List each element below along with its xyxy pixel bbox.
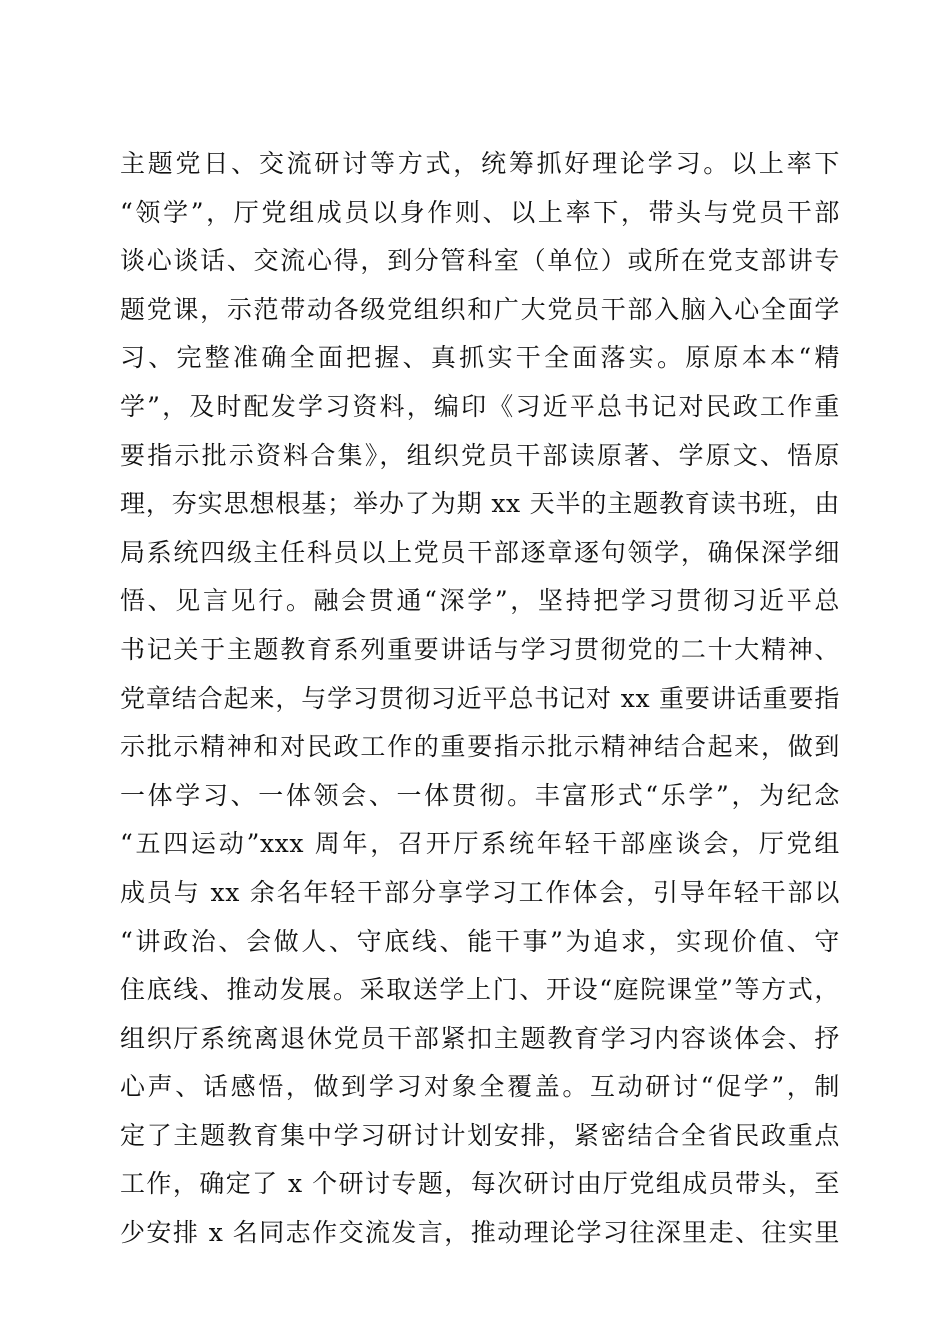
- text-line: 心声、话感悟，做到学习对象全覆盖。互动研讨“促学”，制: [120, 1072, 840, 1102]
- text-line: 题党课，示范带动各级党组织和广大党员干部入脑入心全面学: [120, 294, 840, 324]
- text-line: 书记关于主题教育系列重要讲话与学习贯彻党的二十大精神、: [120, 634, 840, 664]
- text-line: 定了主题教育集中学习研讨计划安排，紧密结合全省民政重点: [120, 1120, 840, 1150]
- text-line: “五四运动”xxx 周年，召开厅系统年轻干部座谈会，厅党组: [120, 829, 840, 859]
- text-line: 理，夯实思想根基；举办了为期 xx 天半的主题教育读书班，由: [120, 489, 840, 519]
- text-line: 组织厅系统离退休党员干部紧扣主题教育学习内容谈体会、抒: [120, 1023, 840, 1053]
- text-line: 要指示批示资料合集》，组织党员干部读原著、学原文、悟原: [120, 440, 840, 470]
- text-line: 少安排 x 名同志作交流发言，推动理论学习往深里走、往实里: [120, 1218, 840, 1248]
- body-paragraph: [120, 140, 840, 1258]
- text-line: 谈心谈话、交流心得，到分管科室（单位）或所在党支部讲专: [120, 246, 840, 276]
- text-line: 住底线、推动发展。采取送学上门、开设“庭院课堂”等方式，: [120, 975, 840, 1005]
- text-line: 一体学习、一体领会、一体贯彻。丰富形式“乐学”，为纪念: [120, 780, 840, 810]
- text-line: 示批示精神和对民政工作的重要指示批示精神结合起来，做到: [120, 732, 840, 762]
- text-line: 学”，及时配发学习资料，编印《习近平总书记对民政工作重: [120, 391, 840, 421]
- text-line: “领学”，厅党组成员以身作则、以上率下，带头与党员干部: [120, 197, 840, 227]
- text-line: 悟、见言见行。融会贯通“深学”，坚持把学习贯彻习近平总: [120, 586, 840, 616]
- text-line: 党章结合起来，与学习贯彻习近平总书记对 xx 重要讲话重要指: [120, 683, 840, 713]
- text-line: 主题党日、交流研讨等方式，统筹抓好理论学习。以上率下: [120, 149, 840, 178]
- text-line: 成员与 xx 余名年轻干部分享学习工作体会，引导年轻干部以: [120, 877, 840, 907]
- text-line: 习、完整准确全面把握、真抓实干全面落实。原原本本“精: [120, 343, 840, 373]
- text-line: “讲政治、会做人、守底线、能干事”为追求，实现价值、守: [120, 926, 840, 956]
- text-line: 工作，确定了 x 个研讨专题，每次研讨由厅党组成员带头，至: [120, 1169, 840, 1199]
- text-line: 局系统四级主任科员以上党员干部逐章逐句领学，确保深学细: [120, 537, 840, 567]
